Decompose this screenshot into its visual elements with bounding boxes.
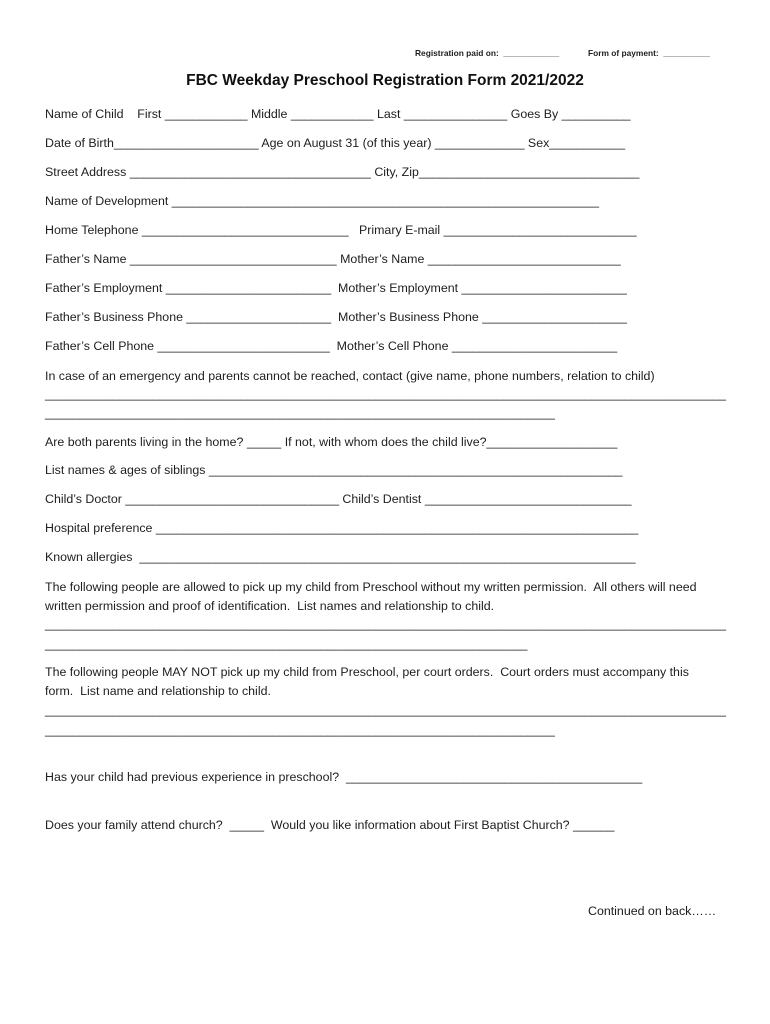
siblings-field[interactable]: List names & ages of siblings ____________________________________________________________	[45, 463, 623, 477]
development-field[interactable]: Name of Development ______________________________________________________________	[45, 194, 599, 208]
allowed-pickup-text: written permission and proof of identification. List names and relationship to child.	[45, 599, 495, 613]
form-title: FBC Weekday Preschool Registration Form 2021/2022	[186, 72, 584, 89]
registration-paid-field[interactable]: Registration paid on: ____________	[415, 48, 560, 58]
home-telephone-field[interactable]: Home Telephone ______________________________ Primary E-mail ____________________________	[45, 223, 637, 237]
child-name-field[interactable]: Name of Child First ____________ Middle ____________ Last _______________ Goes By __________	[45, 107, 631, 121]
allowed-pickup-line[interactable]: ______________________________________________________________________	[45, 637, 528, 651]
allowed-pickup-text: The following people are allowed to pick up my child from Preschool without my written permission. All others will need	[45, 580, 697, 594]
continued-on-back-note: Continued on back……	[588, 904, 717, 918]
emergency-contact-line[interactable]: _____________________________________________________________________________________________________	[45, 387, 726, 401]
date-of-birth-field[interactable]: Date of Birth_____________________ Age on August 31 (of this year) _____________ Sex___________	[45, 136, 626, 150]
church-attendance-field[interactable]: Does your family attend church? _____ Would you like information about First Baptist Church? ______	[45, 818, 615, 832]
parent-names-field[interactable]: Father’s Name ______________________________ Mother’s Name ____________________________	[45, 252, 621, 266]
known-allergies-field[interactable]: Known allergies ________________________________________________________________________	[45, 550, 636, 564]
cell-phone-field[interactable]: Father’s Cell Phone _________________________ Mother’s Cell Phone ________________________	[45, 339, 618, 353]
form-of-payment-field[interactable]: Form of payment: __________	[588, 48, 710, 58]
allowed-pickup-line[interactable]: _____________________________________________________________________________________________________	[45, 617, 726, 631]
not-allowed-pickup-text: form. List name and relationship to child.	[45, 684, 271, 698]
not-allowed-pickup-line[interactable]: _____________________________________________________________________________________________________	[45, 703, 726, 717]
hospital-preference-field[interactable]: Hospital preference ______________________________________________________________________	[45, 521, 639, 535]
not-allowed-pickup-line[interactable]: __________________________________________________________________________	[45, 723, 555, 737]
preschool-experience-field[interactable]: Has your child had previous experience in preschool? ___________________________________________	[45, 770, 643, 784]
emergency-contact-label: In case of an emergency and parents cannot be reached, contact (give name, phone numbers, relation to child)	[45, 369, 655, 383]
business-phone-field[interactable]: Father’s Business Phone _____________________ Mother’s Business Phone _____________________	[45, 310, 627, 324]
doctor-dentist-field[interactable]: Child’s Doctor _______________________________ Child’s Dentist ______________________________	[45, 492, 632, 506]
parent-employment-field[interactable]: Father’s Employment ________________________ Mother’s Employment ________________________	[45, 281, 627, 295]
not-allowed-pickup-text: The following people MAY NOT pick up my child from Preschool, per court orders. Court orders must accompany this	[45, 665, 689, 679]
street-address-field[interactable]: Street Address ___________________________________ City, Zip________________________________	[45, 165, 640, 179]
both-parents-field[interactable]: Are both parents living in the home? _____ If not, with whom does the child live?___________________	[45, 435, 618, 449]
emergency-contact-line[interactable]: __________________________________________________________________________	[45, 406, 555, 420]
